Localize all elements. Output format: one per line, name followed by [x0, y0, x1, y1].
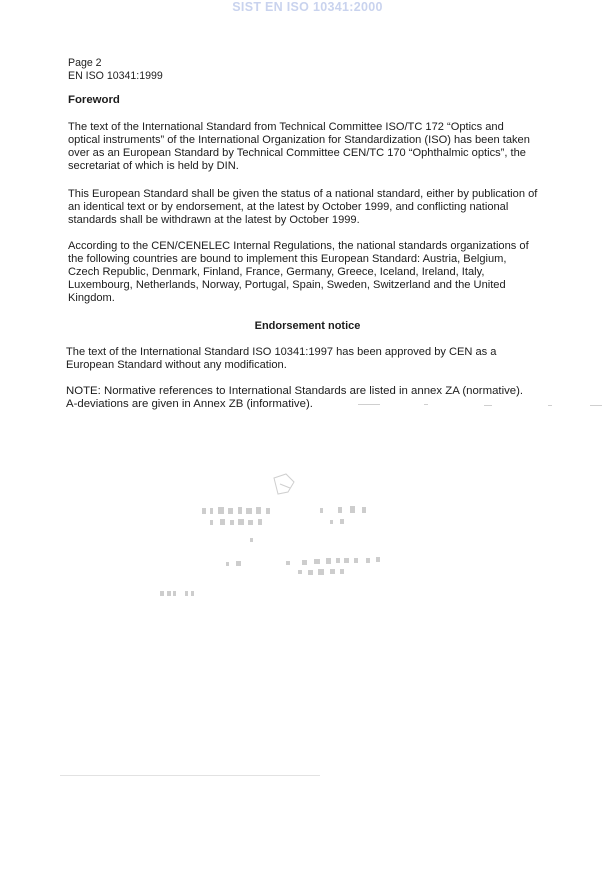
scan-artifact — [590, 405, 602, 406]
note-line-normative: NOTE: Normative references to International Standards are listed in annex ZA (normative). — [66, 385, 524, 397]
foreword-paragraph-1: The text of the International Standard from Technical Committee ISO/TC 172 “Optics and optical instruments” of the International Organization for Standardization (ISO) has been taken over as an European Standard by Technical Committee CEN/TC 170 “Ophthalmic optics”, the secretariat of which is held by DIN. — [68, 121, 530, 173]
scan-artifact — [484, 405, 492, 406]
foreword-paragraph-3: According to the CEN/CENELEC Internal Regulations, the national standards organizations of the following countries are bound to implement this European Standard: Austria, Belgium, Czech Republic, Denmark, Finland, France, Germany, Greece, Iceland, Ireland, Italy, Luxembourg, Netherlands, Norway, Portugal, Spain, Sweden, Switzerland and the United Kingdom. — [68, 240, 529, 305]
endorsement-heading: Endorsement notice — [254, 320, 361, 332]
endorsement-text: The text of the International Standard ISO 10341:1997 has been approved by CEN as a European Standard without any modification. — [66, 346, 497, 372]
foreword-heading: Foreword — [68, 94, 120, 106]
scan-artifact — [358, 404, 380, 405]
standard-reference: EN ISO 10341:1999 — [68, 69, 163, 82]
scan-artifact — [548, 405, 552, 406]
watermark-title: SIST EN ISO 10341:2000 — [232, 0, 383, 14]
page-header — [68, 57, 163, 83]
scan-artifact — [60, 775, 320, 776]
faded-stamp-mark — [190, 470, 390, 600]
note-block — [66, 385, 556, 411]
scan-artifact — [158, 588, 202, 600]
foreword-paragraph-2: This European Standard shall be given the status of a national standard, either by publication of an identical text or by endorsement, at the latest by October 1999, and conflicting national standards shall be withdrawn at the latest by October 1999. — [68, 188, 538, 227]
scan-artifact — [424, 404, 428, 405]
note-line-deviations: A-deviations are given in Annex ZB (informative). — [66, 398, 313, 411]
page-number: Page 2 — [68, 57, 102, 69]
